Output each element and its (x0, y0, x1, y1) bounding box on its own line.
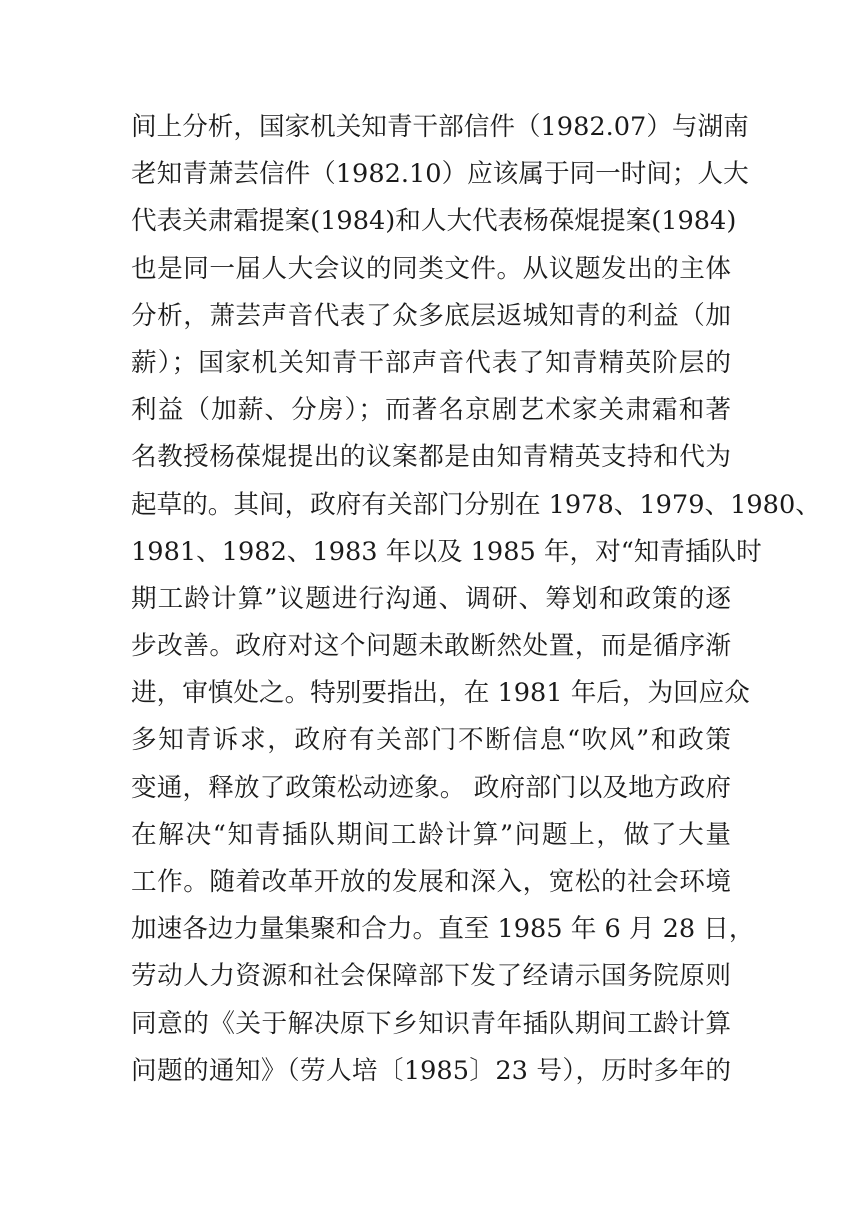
text-line: 代表关肃霜提案(1984)和人大代表杨葆焜提案(1984) (131, 206, 737, 237)
text-line: 多知青诉求，政府有关部门不断信息“吹风”和政策 (131, 725, 731, 756)
text-line: 分析，萧芸声音代表了众多底层返城知青的利益（加 (131, 300, 731, 331)
text-line: 老知青萧芸信件（1982.10）应该属于同一时间；人大 (131, 159, 749, 190)
text-line: 期工龄计算”议题进行沟通、调研、筹划和政策的逐 (131, 583, 731, 614)
text-line: 薪）；国家机关知青干部声音代表了知青精英阶层的 (131, 347, 731, 378)
text-line: 也是同一届人大会议的同类文件。从议题发出的主体 (131, 253, 731, 284)
text-line: 加速各边力量集聚和合力。直至 1985 年 6 月 28 日， (131, 914, 755, 945)
text-line: 劳动人力资源和社会保障部下发了经请示国务院原则 (131, 961, 731, 992)
text-line: 工作。随着改革开放的发展和深入，宽松的社会环境 (131, 867, 731, 897)
text-line: 1981、1982、1983 年以及 1985 年，对“知青插队时 (131, 536, 762, 567)
text-line: 步改善。政府对这个问题未敢断然处置，而是循序渐 (131, 631, 731, 662)
body-paragraph (131, 104, 821, 1095)
text-line: 利益（加薪、分房）；而著名京剧艺术家关肃霜和著 (131, 395, 731, 426)
text-line: 名教授杨葆焜提出的议案都是由知青精英支持和代为 (131, 442, 731, 473)
text-line: 问题的通知》（劳人培〔1985〕23 号），历时多年的 (131, 1055, 731, 1086)
text-line: 同意的《关于解决原下乡知识青年插队期间工龄计算 (131, 1008, 731, 1039)
text-line: 变通，释放了政策松动迹象。 政府部门以及地方政府 (131, 772, 731, 803)
text-line: 起草的。其间，政府有关部门分别在 1978、1979、1980、 (131, 489, 821, 520)
text-line: 间上分析，国家机关知青干部信件（1982.07）与湖南 (131, 112, 749, 142)
text-line: 在解决“知青插队期间工龄计算”问题上，做了大量 (131, 819, 731, 850)
text-line: 进，审慎处之。特别要指出，在 1981 年后，为回应众 (131, 678, 750, 709)
